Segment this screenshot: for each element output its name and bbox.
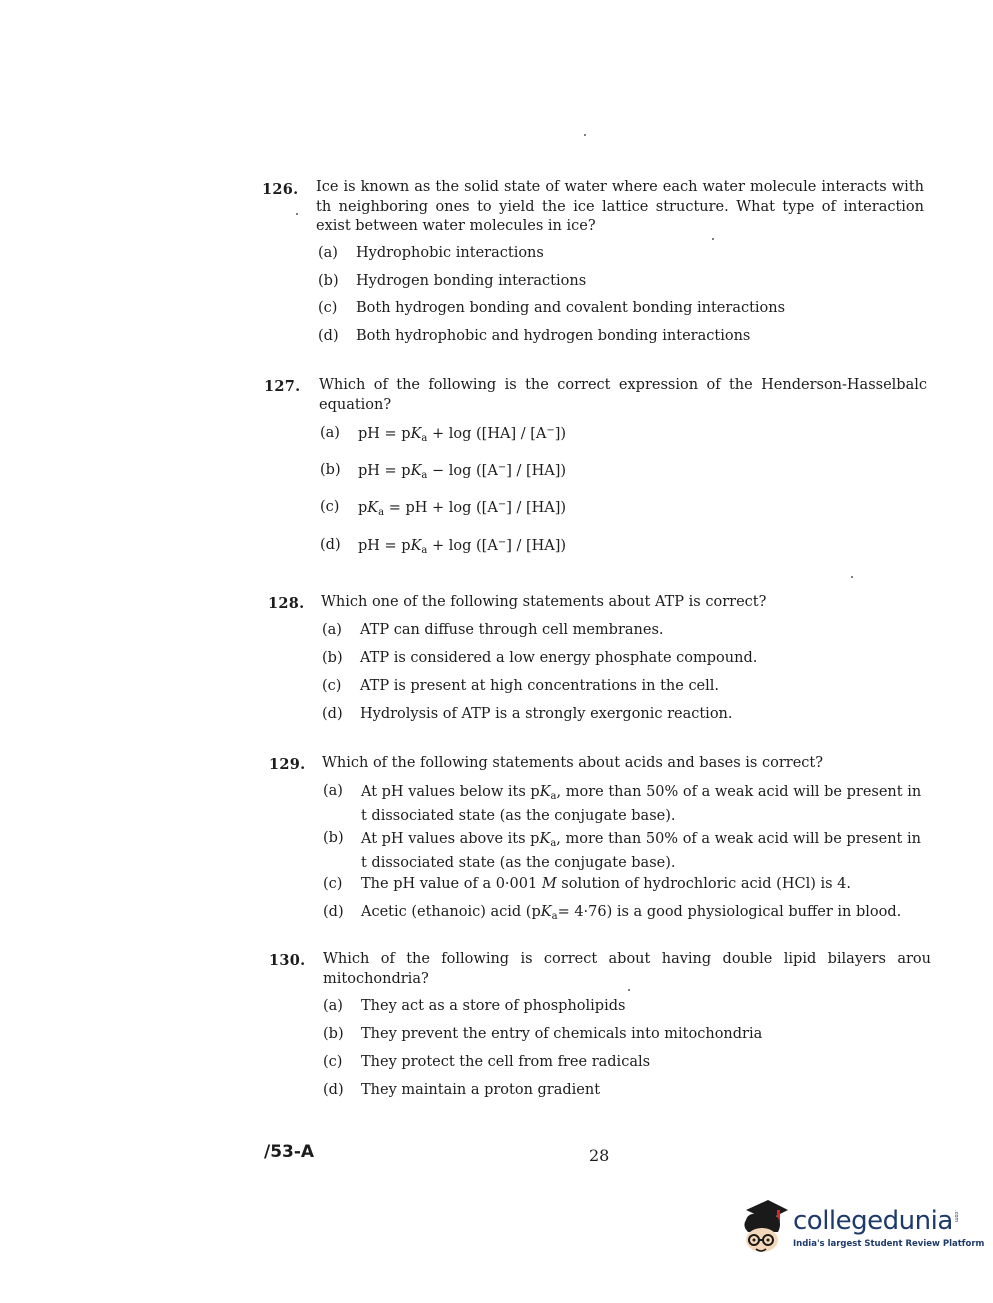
question-text: Which of the following statements about acids and bases is correct? <box>322 755 824 771</box>
question-text: Which one of the following statements about ATP is correct? <box>321 594 767 610</box>
scan-speck <box>628 989 630 991</box>
option-label: (c) <box>322 678 342 694</box>
student-mascot-icon <box>738 1198 794 1258</box>
scan-speck <box>712 238 714 240</box>
option-text: At pH values above its $pK_a$, more than 50% of a weak acid will be present in t dissociated state (as the conjugate base). <box>361 831 921 871</box>
option-label: (a) <box>318 245 338 261</box>
question-number: 129. <box>269 756 306 773</box>
option-label: (c) <box>318 300 338 316</box>
option-label: (d) <box>318 328 339 344</box>
option-label: (a) <box>322 622 342 638</box>
option-text: Hydrolysis of ATP is a strongly exergonic reaction. <box>360 706 733 722</box>
question-text: Which of the following is the correct expression of the Henderson-Hasselbalc equation? <box>319 377 927 413</box>
formula: pH = $pK_a + \log ([A^-] / [HA])$ <box>358 537 567 556</box>
option-text: ATP is present at high concentrations in the cell. <box>360 678 720 694</box>
page-number: 28 <box>589 1146 610 1165</box>
option-label: (d) <box>320 537 341 553</box>
option-label: (d) <box>323 1082 344 1098</box>
option-text: The pH value of a 0·001 M solution of hydrochloric acid (HCl) is 4. <box>361 876 852 892</box>
brand-domain: .com <box>953 1210 959 1223</box>
option-text: At pH values below its $pK_a$, more than 50% of a weak acid will be present in t dissociated state (as the conjugate base). <box>361 784 922 824</box>
option-label: (c) <box>320 499 340 515</box>
option-text: They act as a store of phospholipids <box>361 998 626 1014</box>
option-label: (c) <box>323 876 343 892</box>
option-label: (b) <box>323 1026 344 1042</box>
scan-speck <box>296 213 298 215</box>
option-text: Acetic (ethanoic) acid $(pK_a= 4\cdot 76)$ is a good physiological buffer in blood. <box>361 904 902 922</box>
formula: $pK_a$ = pH + log ([A−] / [HA]) <box>358 499 567 518</box>
question-number: 128. <box>268 595 305 612</box>
option-label: (a) <box>320 425 340 441</box>
scan-speck <box>584 134 586 136</box>
option-text: Both hydrogen bonding and covalent bonding interactions <box>356 300 786 316</box>
brand-name: collegedunia <box>793 1206 953 1236</box>
question-text: Ice is known as the solid state of water where each water molecule interacts with th neighboring ones to yield the ice lattice structure. What type of interaction exist between water molecules in ice? <box>316 179 924 234</box>
option-text: Both hydrophobic and hydrogen bonding interactions <box>356 328 751 344</box>
option-label: (b) <box>322 650 343 666</box>
option-label: (d) <box>323 904 344 920</box>
option-label: (c) <box>323 1054 343 1070</box>
scan-speck <box>851 576 853 578</box>
question-text: Which of the following is correct about having double lipid bilayers arou mitochondria? <box>323 951 931 987</box>
question-number: 126. <box>262 181 299 198</box>
option-text: They prevent the entry of chemicals into mitochondria <box>361 1026 763 1042</box>
question-number: 127. <box>264 378 301 395</box>
option-label: (b) <box>318 273 339 289</box>
option-text: ATP can diffuse through cell membranes. <box>360 622 664 638</box>
option-text: ATP is considered a low energy phosphate compound. <box>360 650 758 666</box>
question-number: 130. <box>269 952 306 969</box>
option-text: They maintain a proton gradient <box>361 1082 601 1098</box>
option-label: (b) <box>323 830 344 846</box>
collegedunia-logo <box>738 1198 985 1268</box>
formula: pH = $pK_a + \log ([HA] / [A^-])$ <box>358 425 567 444</box>
option-label: (b) <box>320 462 341 478</box>
option-label: (d) <box>322 706 343 722</box>
formula: pH = $pK_a - \log ([A^-] / [HA])$ <box>358 462 567 481</box>
option-text: Hydrogen bonding interactions <box>356 273 587 289</box>
option-text: Hydrophobic interactions <box>356 245 544 261</box>
option-label: (a) <box>323 783 343 799</box>
option-label: (a) <box>323 998 343 1014</box>
brand-tagline: India's largest Student Review Platform <box>793 1239 985 1249</box>
paper-code: /53-A <box>264 1142 315 1162</box>
option-text: They protect the cell from free radicals <box>361 1054 651 1070</box>
